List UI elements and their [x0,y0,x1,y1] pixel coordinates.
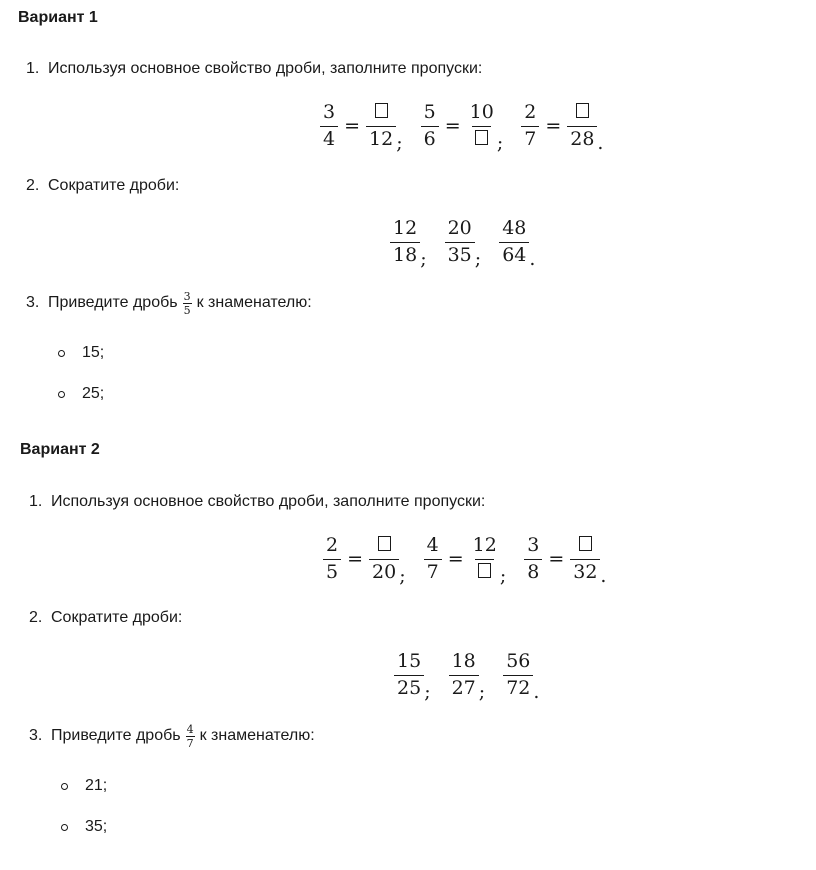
v2-task-2-number: 2. [29,609,43,626]
bullet-icon [61,783,68,790]
fraction: $\frac{48}{64}$ [499,219,529,265]
v2-task-1-text: Используя основное свойство дроби, заполните пропуски: [51,493,486,510]
inline-fraction: $\frac{4}{7}$ [186,723,194,750]
v2-task-1-equalities: $\frac{2}{5}$ = 20 ; $\frac{4}{7}$ = 12 ; $\frac{3}{8}$ = 32 . [323,529,606,589]
fraction: $\frac{2}{5}$ [323,536,341,582]
fraction: $\frac{2}{7}$ [521,103,539,149]
v1-task-1-number: 1. [26,60,40,77]
variant-2-title: Вариант 2 [20,441,100,458]
v1-task-2 [26,176,179,196]
fraction: 10 [467,103,497,149]
blank-box [378,536,391,551]
fraction: $\frac{4}{7}$ [424,536,442,582]
fraction: $\frac{5}{6}$ [421,103,439,149]
v2-task-3-suffix: к знаменателю: [199,726,315,744]
fraction: 32 [570,536,600,582]
list-item: 21; [61,776,107,796]
fraction: $\frac{3}{8}$ [524,536,542,582]
v1-task-2-text: Сократите дроби: [48,177,180,194]
v1-task-1 [26,59,482,79]
fraction: 12 [366,103,396,149]
v1-task-3-suffix: к знаменателю: [196,293,312,311]
fraction: $\frac{56}{72}$ [503,652,533,698]
v1-task-2-number: 2. [26,177,40,194]
v2-task-3 [29,723,315,748]
v1-task-3 [26,290,312,315]
inline-fraction: $\frac{3}{5}$ [183,290,191,317]
v1-task-1-text: Используя основное свойство дроби, заполните пропуски: [48,60,483,77]
v2-task-3-prefix: Приведите дробь [51,726,181,744]
list-item: 15; [58,343,104,363]
v1-task-3-number: 3. [26,293,40,311]
v2-task-2-fractions: $\frac{15}{25}$ ; $\frac{18}{27}$ ; $\frac{56}{72}$ . [394,645,539,705]
fraction: $\frac{18}{27}$ [449,652,479,698]
blank-box [375,103,388,118]
list-item: 35; [61,817,107,837]
v2-task-2 [29,608,182,628]
v1-task-3-prefix: Приведите дробь [48,293,178,311]
list-item: 25; [58,384,104,404]
bullet-icon [58,350,65,357]
v2-task-1-number: 1. [29,493,43,510]
fraction: 20 [369,536,399,582]
variant-2 [0,435,816,870]
blank-box [478,563,491,578]
bullet-icon [58,391,65,398]
fraction: 28 [567,103,597,149]
blank-box [475,130,488,145]
blank-box [576,103,589,118]
v2-task-1 [29,492,485,512]
bullet-icon [61,824,68,831]
v1-task-1-equalities: $\frac{3}{4}$ = 12 ; $\frac{5}{6}$ = 10 ; $\frac{2}{7}$ = 28 . [320,96,603,156]
fraction: $\frac{12}{18}$ [390,219,420,265]
fraction: $\frac{15}{25}$ [394,652,424,698]
v1-task-2-fractions: $\frac{12}{18}$ ; $\frac{20}{35}$ ; $\frac{48}{64}$ . [390,212,535,272]
v2-task-2-text: Сократите дроби: [51,609,183,626]
fraction: 12 [470,536,500,582]
v2-task-3-number: 3. [29,726,43,744]
fraction: $\frac{3}{4}$ [320,103,338,149]
fraction: $\frac{20}{35}$ [445,219,475,265]
blank-box [579,536,592,551]
variant-1-title: Вариант 1 [18,9,98,26]
